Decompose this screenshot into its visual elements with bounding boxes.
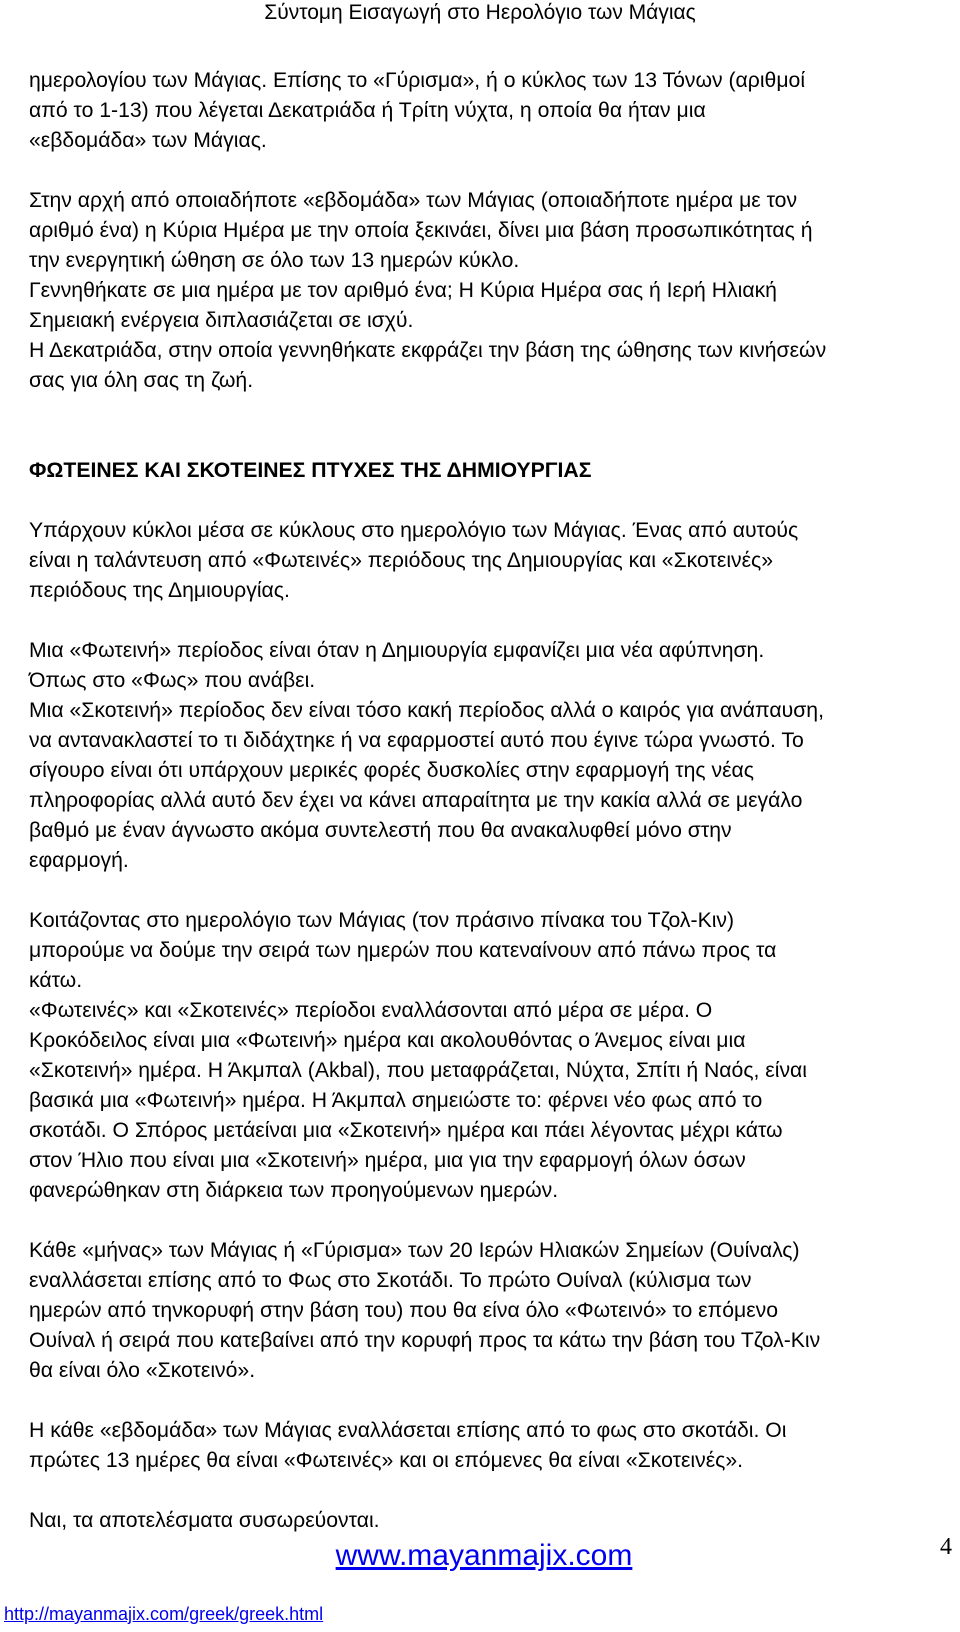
text-line: βαθμό με έναν άγνωστο ακόμα συντελεστή που θα ανακαλυφθεί μόνο στην [29,819,732,842]
document-body [29,66,949,1536]
text-line: «Σκοτεινή» ημέρα. Η Άκμπαλ (Akbal), που μεταφράζεται, Νύχτα, Σπίτι ή Ναός, είναι [29,1059,808,1082]
text-line: Μια «Φωτεινή» περίοδος είναι όταν η Δημιουργία εμφανίζει μια νέα αφύπνηση. [29,639,765,662]
text-line: να αντανακλαστεί το τι διδάχτηκε ή να εφαρμοστεί αυτό που έγινε τώρα γνωστό. Το [29,729,804,752]
text-line: σκοτάδι. Ο Σπόρος μετάείναι μια «Σκοτεινή» ημέρα και πάει λέγοντας μέχρι κάτω [29,1119,783,1142]
text-line: Ουίναλ ή σειρά που κατεβαίνει από την κορυφή προς τα κάτω την βάση του Τζολ-Κιν [29,1329,821,1352]
page-number: 4 [940,1534,952,1560]
text-line: Κοιτάζοντας στο ημερολόγιο των Μάγιας (τον πράσινο πίνακα του Τζολ-Κιν) [29,909,735,932]
blank-line [29,1476,949,1506]
text-line: εφαρμογή. [29,849,129,872]
text-line: ημερών από τηνκορυφή στην βάση του) που θα είνα όλο «Φωτεινό» το επόμενο [29,1299,779,1322]
text-line: ημερολογίου των Μάγιας. Επίσης το «Γύρισμα», ή ο κύκλος των 13 Τόνων (αριθμοί [29,69,806,92]
blank-line [29,396,949,426]
text-line: Η κάθε «εβδομάδα» των Μάγιας εναλλάσεται επίσης από το φως στο σκοτάδι. Οι [29,1419,787,1442]
text-line: Κροκόδειλος είναι μια «Φωτεινή» ημέρα και ακολουθόντας ο Άνεμος είναι μια [29,1029,746,1052]
text-line: Κάθε «μήνας» των Μάγιας ή «Γύρισμα» των 20 Ιερών Ηλιακών Σημείων (Ουίναλς) [29,1239,800,1262]
text-line: Όπως στο «Φως» που ανάβει. [29,669,316,692]
text-line: από το 1-13) που λέγεται Δεκατριάδα ή Τρίτη νύχτα, η οποία θα ήταν μια [29,99,706,122]
text-line: Υπάρχουν κύκλοι μέσα σε κύκλους στο ημερολόγιο των Μάγιας. Ένας από αυτούς [29,519,799,542]
blank-line [29,156,949,186]
text-line: αριθμό ένα) η Κύρια Ημέρα με την οποία ξεκινάει, δίνει μια βάση προσωπικότητας ή [29,219,813,242]
blank-line [29,606,949,636]
section-heading: ΦΩΤΕΙΝΕΣ ΚΑΙ ΣΚΟΤΕΙΝΕΣ ΠΤΥΧΕΣ ΤΗΣ ΔΗΜΙΟΥΡΓΙΑΣ [29,459,592,482]
text-line: Στην αρχή από οποιαδήποτε «εβδομάδα» των Μάγιας (οποιαδήποτε ημέρα με τον [29,189,798,212]
text-line: Γεννηθήκατε σε μια ημέρα με τον αριθμό ένα; Η Κύρια Ημέρα σας ή Ιερή Ηλιακή [29,279,777,302]
site-link[interactable]: www.mayanmajix.com [335,1539,633,1572]
text-line: Η Δεκατριάδα, στην οποία γεννηθήκατε εκφράζει την βάση της ώθησης των κινήσεών [29,339,827,362]
text-line: είναι η ταλάντευση από «Φωτεινές» περιόδους της Δημιουργίας και «Σκοτεινές» [29,549,774,572]
text-line: σίγουρο είναι ότι υπάρχουν μερικές φορές δυσκολίες στην εφαρμογή της νέας [29,759,754,782]
text-line: «Φωτεινές» και «Σκοτεινές» περίοδοι εναλλάσονται από μέρα σε μέρα. Ο [29,999,713,1022]
text-line: φανερώθηκαν στη διάρκεια των προηγούμενων ημερών. [29,1179,559,1202]
text-line: «εβδομάδα» των Μάγιας. [29,129,267,152]
text-line: στον Ήλιο που είναι μια «Σκοτεινή» ημέρα, μια για την εφαρμογή όλων όσων [29,1149,746,1172]
text-line: πληροφορίας αλλά αυτό δεν έχει να κάνει απαραίτητα με την κακία αλλά σε μεγάλο [29,789,803,812]
text-line: Σημειακή ενέργεια διπλασιάζεται σε ισχύ. [29,309,414,332]
text-line: Ναι, τα αποτελέσματα συσωρεύονται. [29,1509,380,1532]
blank-line [29,1386,949,1416]
text-line: θα είναι όλο «Σκοτεινό». [29,1359,256,1382]
text-line: εναλλάσεται επίσης από το Φως στο Σκοτάδι. Το πρώτο Ουίναλ (κύλισμα των [29,1269,752,1292]
blank-line [29,426,949,456]
text-line: κάτω. [29,969,83,992]
blank-line [29,486,949,516]
text-line: Μια «Σκοτεινή» περίοδος δεν είναι τόσο κακή περίοδος αλλά ο καιρός για ανάπαυση, [29,699,824,722]
text-line: σας για όλη σας τη ζωή. [29,369,254,392]
text-line: την ενεργητική ώθηση σε όλο των 13 ημερών κύκλο. [29,249,520,272]
text-line: περιόδους της Δημιουργίας. [29,579,290,602]
running-header [0,0,960,38]
blank-line [29,876,949,906]
page-url-link[interactable]: http://mayanmajix.com/greek/greek.html [4,1604,324,1624]
header-title: Σύντομη Εισαγωγή στο Ηερολόγιο των Μάγιας [264,1,696,24]
text-line: πρώτες 13 ημέρες θα είναι «Φωτεινές» και οι επόμενες θα είναι «Σκοτεινές». [29,1449,744,1472]
text-line: βασικά μια «Φωτεινή» ημέρα. Η Άκμπαλ σημειώστε το: φέρνει νέο φως από το [29,1089,763,1112]
text-line: μπορούμε να δούμε την σειρά των ημερών που κατεναίνουν από πάνω προς τα [29,939,777,962]
blank-line [29,1206,949,1236]
